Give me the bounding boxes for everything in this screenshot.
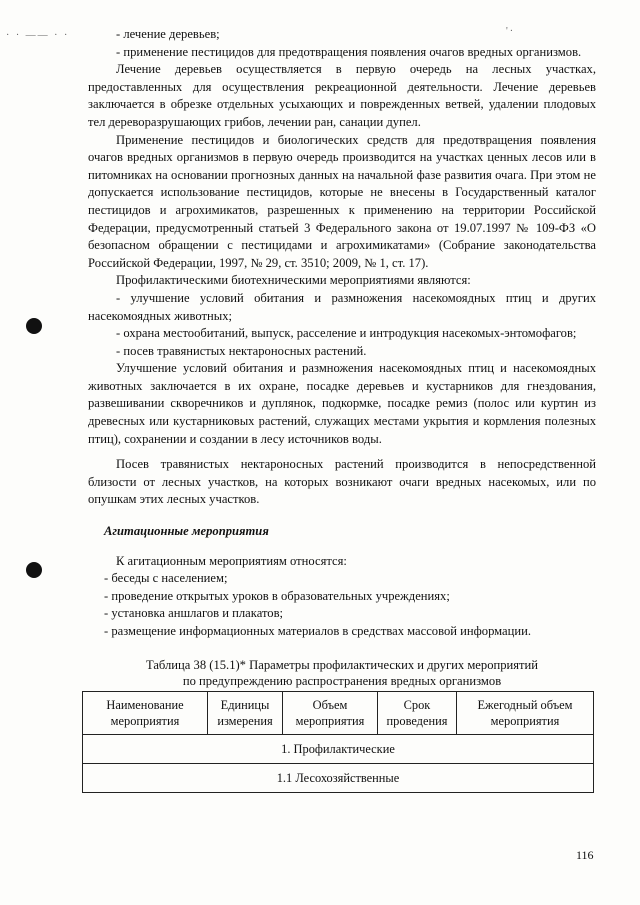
list-item: - посев травянистых нектароносных растений.: [116, 343, 367, 358]
table-caption-line: по предупреждению распространения вредных организмов: [182, 673, 502, 688]
paragraph: Профилактическими биотехническими мероприятиями являются:: [116, 273, 471, 288]
paragraph: К агитационным мероприятиям относятся:: [116, 553, 347, 568]
binder-hole-icon: [26, 318, 42, 334]
section-heading: Агитационные мероприятия: [104, 524, 269, 539]
list-item: - улучшение условий обитания и размножения насекомоядных птиц и других насекомоядных животных;: [88, 290, 596, 323]
table-header-cell: Наименование мероприятия: [83, 691, 208, 734]
scan-noise-icon: '·: [506, 26, 516, 37]
table-row: [83, 763, 594, 792]
table-caption: [88, 657, 596, 689]
measures-table: [82, 691, 594, 793]
table-header-row: [83, 691, 594, 734]
list-item: - охрана местообитаний, выпуск, расселение и интродукция насекомых-энтомофагов;: [116, 326, 577, 341]
page-number: 116: [576, 848, 594, 862]
paragraph: Применение пестицидов и биологических средств для предотвращения появления очагов вредных организмов в первую очередь производится на участках ценных лесов или в питомниках на основании прогнозных данных на начальной фазе развития очага. При этом не допускается использование пестицидов, которые не внесены в Государственный каталог пестицидов и агрохимикатов, разрешенных к применению на территории Российской Федерации, предусмотренный статьей 3 Федерального закона от 19.07.1997 № 109-ФЗ «О безопасном обращении с пестицидами и агрохимикатами» (Собрание законодательства Российской Федерации, 1997, № 29, ст. 3510; 2009, № 1, ст. 17).: [88, 132, 596, 270]
scan-noise-icon: · · —— · ·: [6, 30, 70, 41]
list-item: [88, 44, 596, 62]
table-header-cell: Ежегодный объем мероприятия: [457, 691, 594, 734]
list-item: - установка аншлагов и плакатов;: [104, 606, 284, 621]
table-section-cell: 1.1 Лесохозяйственные: [83, 763, 594, 792]
paragraph: Улучшение условий обитания и размножения насекомоядных птиц и насекомоядных животных заключается в их охране, посадке деревьев и кустарников для гнездования, развешивании скворечников и дуплянок, подкормке, посадке ремиз (полос или куртин из древесных или кустарниковых растений, служащих местами укрытия и кормления полезных птиц), сохранении и создании в лесу источников воды.: [88, 361, 596, 446]
list-item: - проведение открытых уроков в образовательных учреждениях;: [104, 588, 450, 603]
binder-hole-icon: [26, 562, 42, 578]
list-item: - беседы с населением;: [104, 571, 228, 586]
list-item-text: - применение пестицидов для предотвращения появления очагов вредных организмов.: [116, 44, 582, 59]
table-caption-line: Таблица 38 (15.1)* Параметры профилактических и других мероприятий: [145, 657, 539, 672]
table-section-cell: 1. Профилактические: [83, 734, 594, 763]
table-row: [83, 734, 594, 763]
table-header-cell: Объем мероприятия: [283, 691, 378, 734]
list-item: - лечение деревьев;: [116, 27, 220, 41]
paragraph: Лечение деревьев осуществляется в первую очередь на лесных участках, предоставленных для осуществления рекреационной деятельности. Лечение деревьев заключается в обрезке отдельных усыхающих и поврежденных ветвей, удалении плодовых тел дереворазрушающих грибов, лечении ран, санации дупел.: [88, 62, 596, 129]
table-header-cell: Единицы измерения: [208, 691, 283, 734]
document-body: [88, 26, 596, 793]
paragraph: Посев травянистых нектароносных растений производится в непосредственной близости от лесных участков, на которых возникают очаги вредных насекомых, или по опушкам этих лесных участков.: [88, 457, 596, 507]
list-item: - размещение информационных материалов в средствах массовой информации.: [104, 624, 532, 638]
table-header-cell: Срок проведения: [378, 691, 457, 734]
